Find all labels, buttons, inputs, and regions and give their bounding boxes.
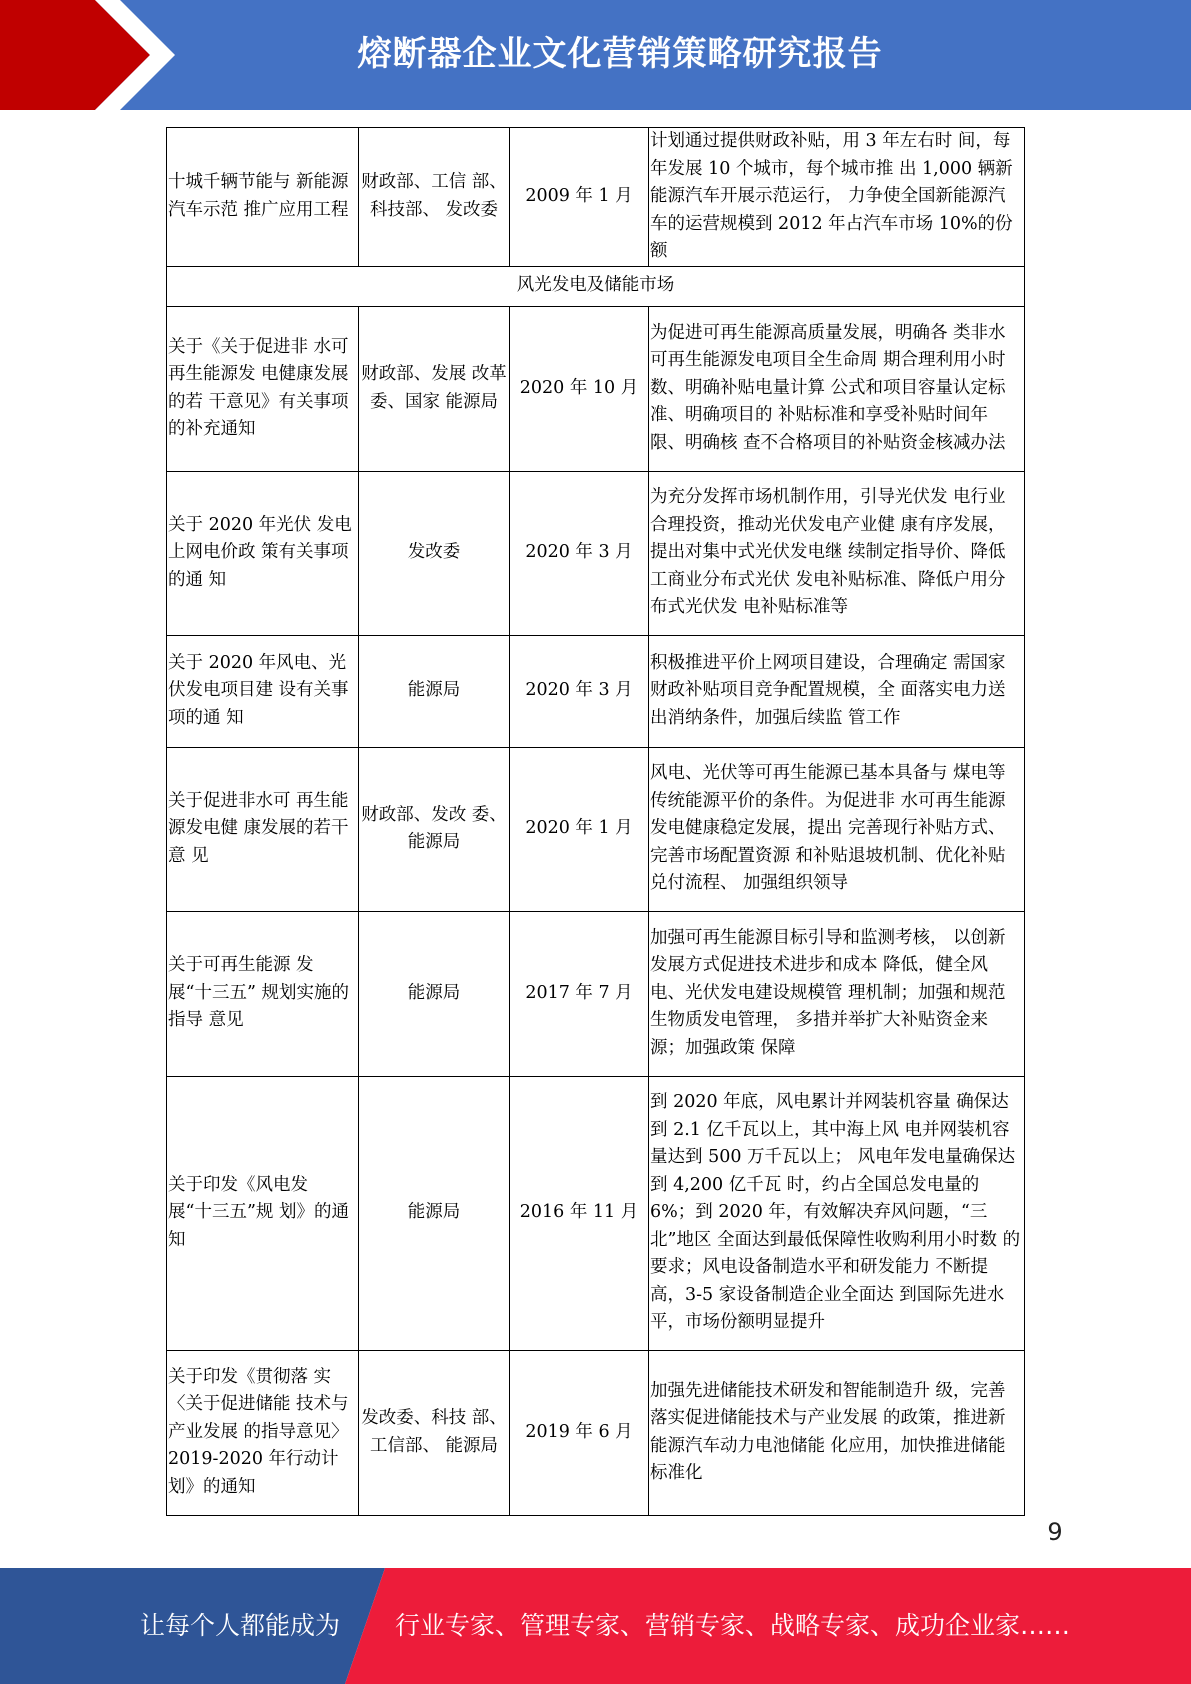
policy-description-cell: 积极推进平价上网项目建设，合理确定 需国家财政补贴项目竞争配置规模，全 面落实电力送出消纳条件，加强后续监 管工作 — [649, 635, 1025, 747]
issue-date-cell: 2020 年 10 月 — [510, 306, 649, 471]
table-row — [167, 306, 1025, 471]
table-row — [167, 1076, 1025, 1350]
issuing-department-cell: 财政部、发改 委、能源局 — [359, 747, 510, 911]
policy-name-cell: 关于 2020 年光伏 发电上网电价政 策有关事项的通 知 — [167, 471, 359, 635]
issuing-department-cell: 财政部、工信 部、科技部、 发改委 — [359, 128, 510, 267]
policy-name-cell: 十城千辆节能与 新能源汽车示范 推广应用工程 — [167, 128, 359, 267]
page-header — [0, 0, 1191, 110]
policy-name-cell: 关于印发《风电发 展“十三五”规 划》的通知 — [167, 1076, 359, 1350]
policy-description-cell: 加强可再生能源目标引导和监测考核， 以创新发展方式促进技术进步和成本 降低，健全风电、光伏发电建设规模管 理机制；加强和规范生物质发电管理， 多措并举扩大补贴资金来源；加强政策 保障 — [649, 911, 1025, 1076]
policy-description-cell: 计划通过提供财政补贴，用 3 年左右时 间，每年发展 10 个城市，每个城市推 出 1,000 辆新能源汽车开展示范运行， 力争使全国新能源汽车的运营规模到 2012 年占汽车市场 10%的份额 — [649, 128, 1025, 267]
table-row — [167, 747, 1025, 911]
issue-date-cell: 2009 年 1 月 — [510, 128, 649, 267]
issuing-department-cell: 发改委、科技 部、工信部、 能源局 — [359, 1350, 510, 1515]
footer-slogan-right: 行业专家、管理专家、营销专家、战略专家、成功企业家…… — [395, 1611, 1071, 1640]
policy-name-cell: 关于 2020 年风电、光伏发电项目建 设有关事项的通 知 — [167, 635, 359, 747]
page-number: 9 — [1047, 1518, 1063, 1546]
issuing-department-cell: 发改委 — [359, 471, 510, 635]
policy-name-cell: 关于《关于促进非 水可再生能源发 电健康发展的若 干意见》有关事项 的补充通知 — [167, 306, 359, 471]
table-row — [167, 471, 1025, 635]
section-header-row — [167, 266, 1025, 306]
table-row — [167, 911, 1025, 1076]
table-row — [167, 128, 1025, 267]
policy-name-cell: 关于促进非水可 再生能源发电健 康发展的若干意 见 — [167, 747, 359, 911]
policy-description-cell: 到 2020 年底，风电累计并网装机容量 确保达到 2.1 亿千瓦以上，其中海上风 电并网装机容量达到 500 万千瓦以上； 风电年发电量确保达到 4,200 亿千瓦 时，约占全国总发电量的 6%；到 2020 年，有效解决弃风问题，“三北”地区 全面达到最低保障性收购利用小时数 的要求；风电设备制造水平和研发能力 不断提高，3-5 家设备制造企业全面达 到国际先进水平，市场份额明显提升 — [649, 1076, 1025, 1350]
table-row — [167, 635, 1025, 747]
issuing-department-cell: 财政部、发展 改革委、国家 能源局 — [359, 306, 510, 471]
issue-date-cell: 2017 年 7 月 — [510, 911, 649, 1076]
issuing-department-cell: 能源局 — [359, 911, 510, 1076]
policy-description-cell: 风电、光伏等可再生能源已基本具备与 煤电等传统能源平价的条件。为促进非 水可再生能源发电健康稳定发展，提出 完善现行补贴方式、完善市场配置资源 和补贴退坡机制、优化补贴兑付流程、 加强组织领导 — [649, 747, 1025, 911]
issue-date-cell: 2020 年 3 月 — [510, 471, 649, 635]
issue-date-cell: 2019 年 6 月 — [510, 1350, 649, 1515]
policy-description-cell: 加强先进储能技术研发和智能制造升 级，完善落实促进储能技术与产业发展 的政策，推进新能源汽车动力电池储能 化应用，加快推进储能标准化 — [649, 1350, 1025, 1515]
table-row — [167, 1350, 1025, 1515]
policy-name-cell: 关于印发《贯彻落 实〈关于促进储能 技术与产业发展 的指导意见〉2019-2020 年行动计划》的通知 — [167, 1350, 359, 1515]
policy-description-cell: 为充分发挥市场机制作用，引导光伏发 电行业合理投资，推动光伏发电产业健 康有序发展，提出对集中式光伏发电继 续制定指导价、降低工商业分布式光伏 发电补贴标准、降低户用分布式光伏发 电补贴标准等 — [649, 471, 1025, 635]
issuing-department-cell: 能源局 — [359, 635, 510, 747]
page-footer — [0, 1568, 1191, 1684]
policy-table — [166, 127, 1025, 1516]
issuing-department-cell: 能源局 — [359, 1076, 510, 1350]
policy-description-cell: 为促进可再生能源高质量发展，明确各 类非水可再生能源发电项目全生命周 期合理利用小时数、明确补贴电量计算 公式和项目容量认定标准、明确项目的 补贴标准和享受补贴时间年限、明确核 查不合格项目的补贴资金核减办法 — [649, 306, 1025, 471]
issue-date-cell: 2020 年 3 月 — [510, 635, 649, 747]
policy-name-cell: 关于可再生能源 发展“十三五” 规划实施的指导 意见 — [167, 911, 359, 1076]
section-title: 风光发电及储能市场 — [167, 266, 1025, 306]
report-title: 熔断器企业文化营销策略研究报告 — [357, 34, 883, 74]
footer-slogan-left: 让每个人都能成为 — [140, 1611, 341, 1640]
issue-date-cell: 2016 年 11 月 — [510, 1076, 649, 1350]
issue-date-cell: 2020 年 1 月 — [510, 747, 649, 911]
